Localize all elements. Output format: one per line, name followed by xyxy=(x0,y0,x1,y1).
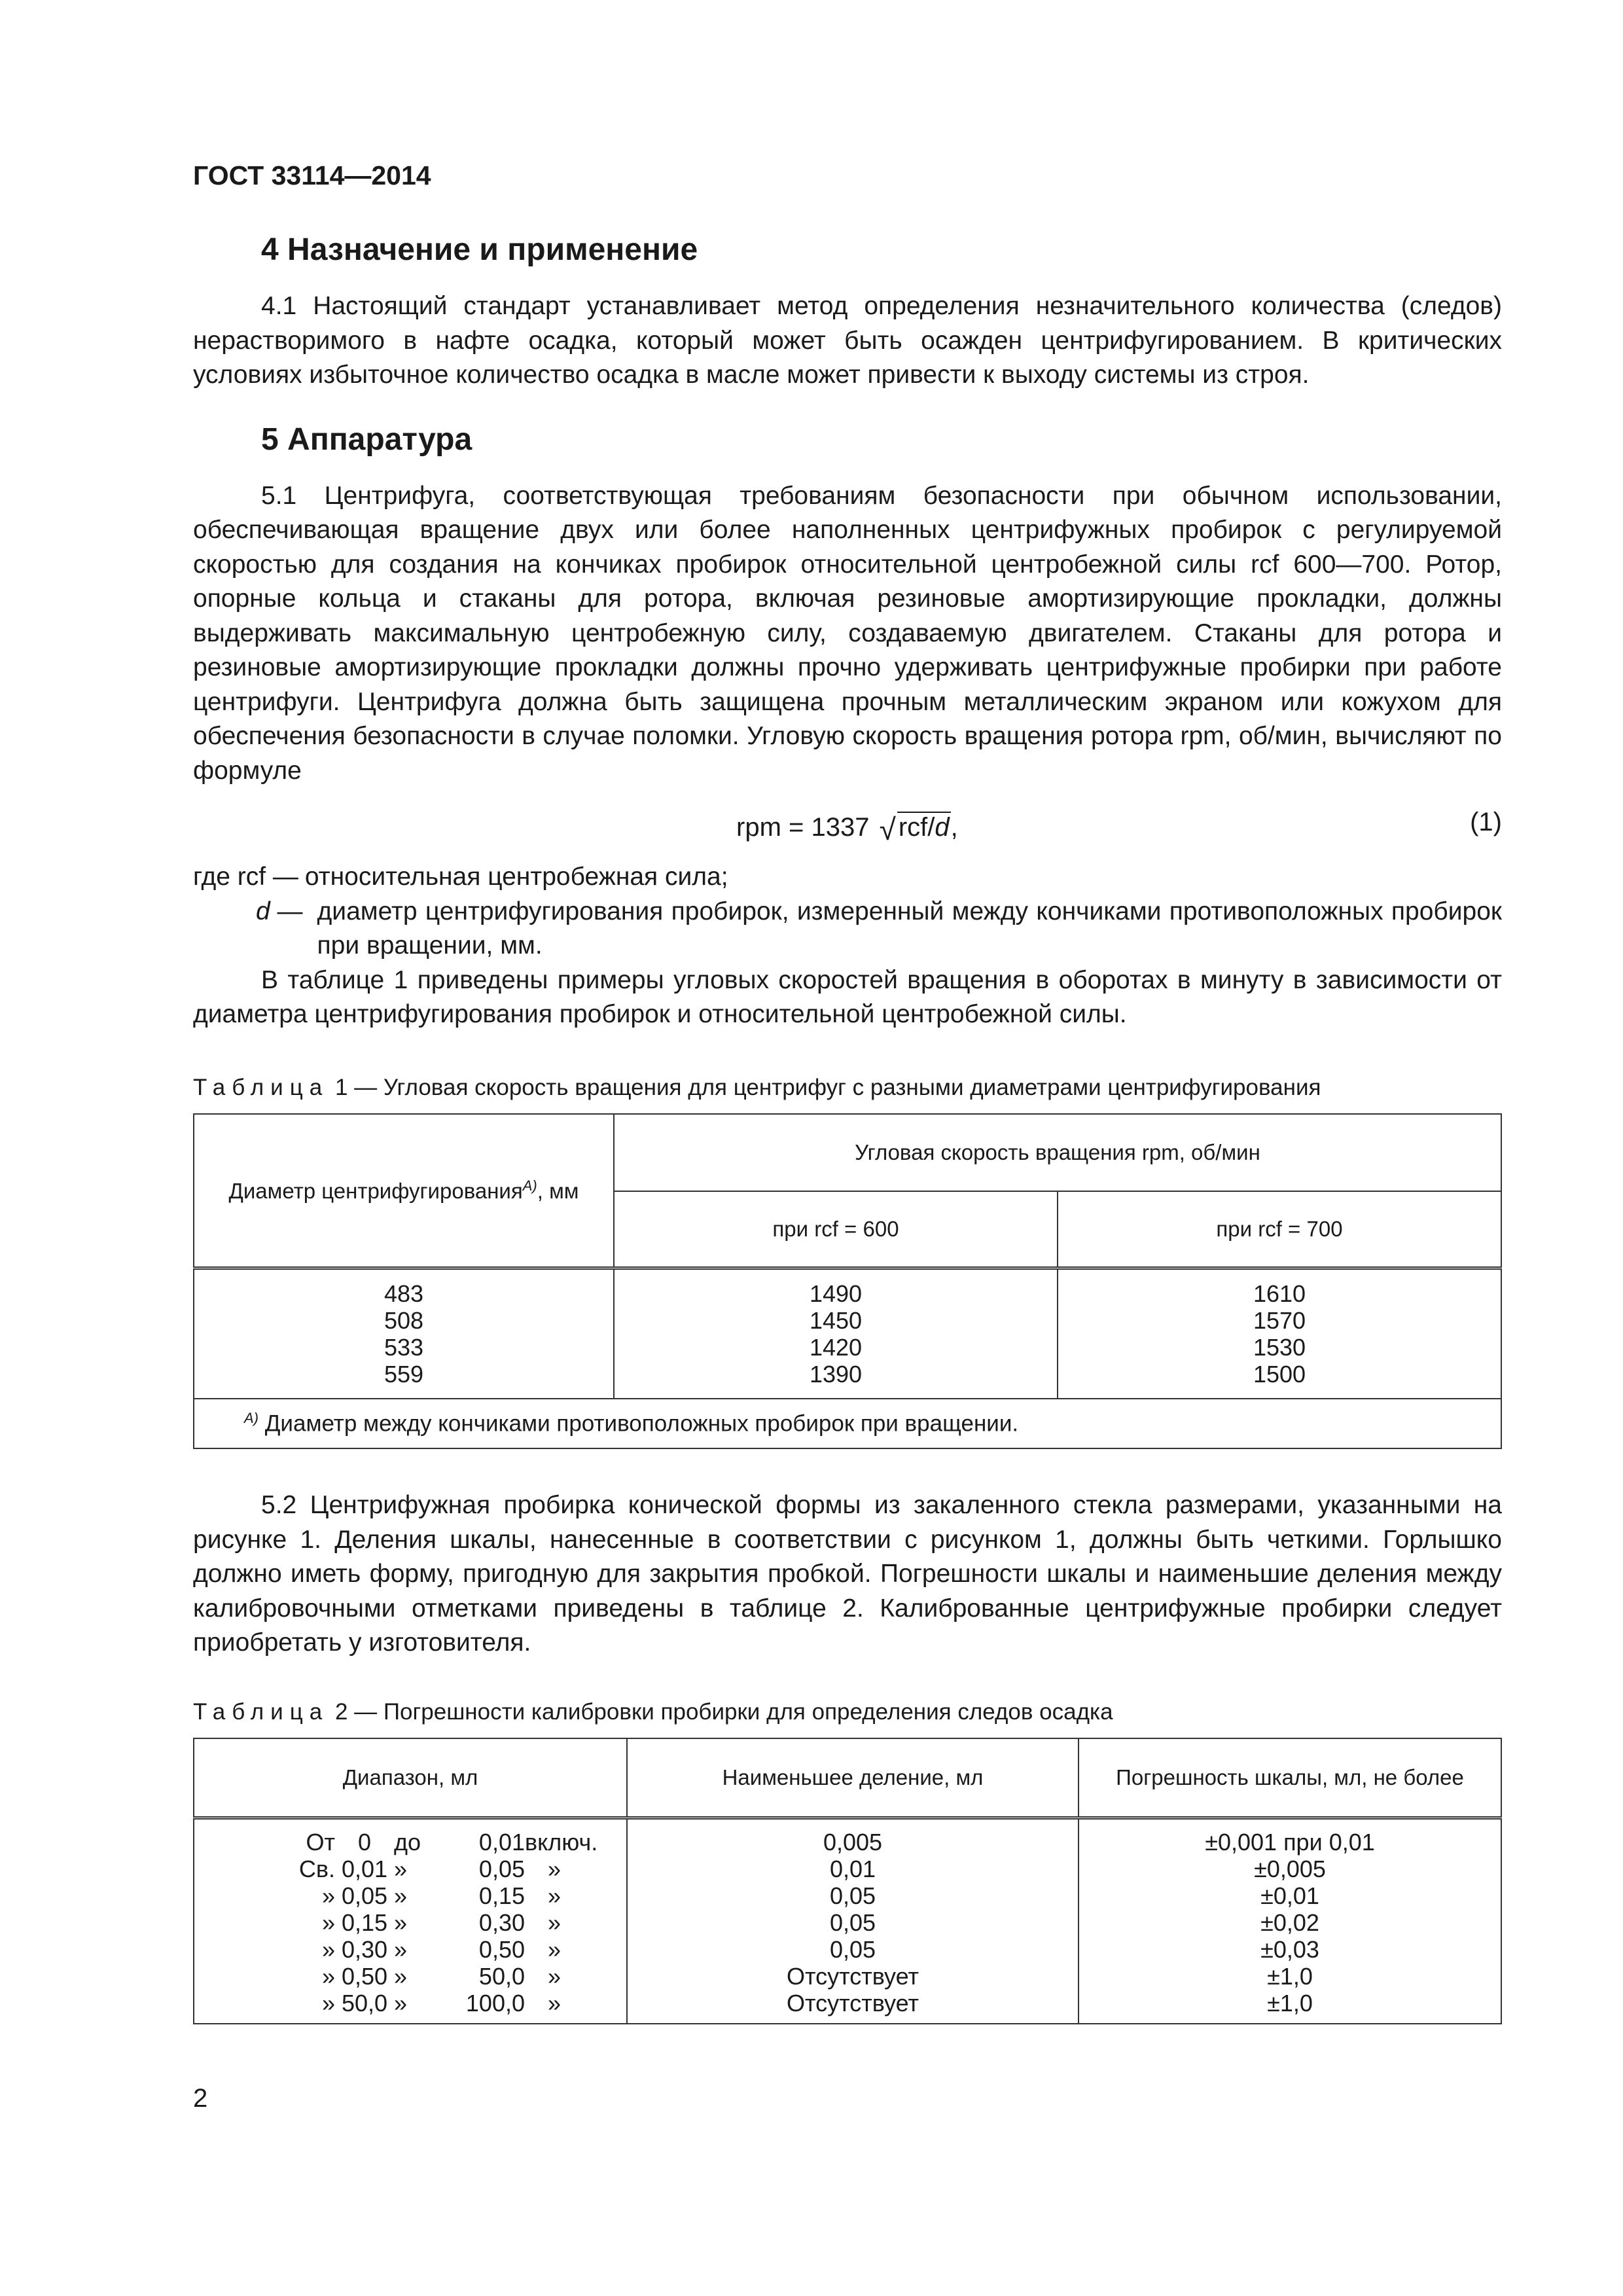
table1-col-rcf600: 1490 1450 1420 1390 xyxy=(614,1268,1058,1399)
paragraph-4-1: 4.1 Настоящий стандарт устанавливает метод определения незначительного количества (следов) нерастворимого в нафте осадка, который может быть осажден центрифугированием. В критических условиях избыточное количество осадка в масле может привести к выходу системы из строя. xyxy=(193,292,1502,389)
sqrt-symbol: √ xyxy=(879,812,896,846)
table1-col-rcf700: 1610 1570 1530 1500 xyxy=(1058,1268,1501,1399)
table2-range-line: » 0,50 » 50,0 » xyxy=(321,1962,562,1990)
document-id: ГОСТ 33114—2014 xyxy=(193,160,431,190)
legend-item-d: d — диаметр центрифугирования пробирок, измеренный между кончиками противоположных пробирок при вращении, мм. xyxy=(256,897,1502,960)
table1-header-rcf600: при rcf = 600 xyxy=(614,1191,1058,1268)
document-page xyxy=(193,157,1502,2024)
table1-header-group: Угловая скорость вращения rpm, об/мин xyxy=(614,1114,1501,1191)
table2-range-line: » 0,15 » 0,30 » xyxy=(321,1909,562,1936)
table1-header-diameter: Диаметр центрифугирования$^{A)}$, мм xyxy=(194,1114,614,1268)
table2-range-line: » 0,05 » 0,15 » xyxy=(321,1882,562,1909)
table2-range-line: От 0 до 0,01 включ. xyxy=(306,1828,598,1856)
table2-range-line: » 0,30 » 0,50 » xyxy=(321,1935,562,1963)
page-number: 2 xyxy=(193,2084,208,2113)
table2-col-range xyxy=(194,1818,627,2024)
section-5-title: 5 Аппаратура xyxy=(261,422,473,457)
table1-footnote: $^{A)}$ Диаметр между кончиками противоположных пробирок при вращении. xyxy=(194,1399,1501,1448)
table-1 xyxy=(193,1113,1502,1450)
formula-1 xyxy=(193,795,1502,853)
table2-caption: Таблица 2 — Погрешности калибровки пробирки для определения следов осадка xyxy=(193,1698,1113,1725)
table2-range-line: Св. 0,01 » 0,05 » xyxy=(298,1855,562,1882)
formula-lhs: rpm = 1337 xyxy=(736,813,870,842)
paragraph-5-1: 5.1 Центрифуга, соответствующая требованиям безопасности при обычном использовании, обеспечивающая вращение двух или более наполненных центрифужных пробирок с регулируемой скоростью для создания на кончиках пробирок относительной центробежной силы rcf 600—700. Ротор, опорные кольца и стаканы для ротора, включая резиновые амортизирующие прокладки, должны выдерживать максимальную центробежную силу, создаваемую двигателем. Стаканы для ротора и резиновые амортизирующие прокладки должны прочно удерживать центрифужные пробирки при работе центрифуги. Центрифуга должна быть защищена прочным металлическим экраном или кожухом для обеспечения безопасности в случае поломки. Угловую скорость вращения ротора rpm, об/мин, вычисляют по формуле xyxy=(193,481,1502,785)
formula-radicand: rcf/d xyxy=(898,813,950,842)
legend-item-rcf: где rcf — относительная центробежная сила; xyxy=(193,863,728,891)
table2-header-error: Погрешность шкалы, мл, не более xyxy=(1079,1738,1501,1818)
table1-caption: Таблица 1 — Угловая скорость вращения для центрифуг с разными диаметрами центрифугирования xyxy=(193,1074,1321,1100)
table2-col-error: ±0,001 при 0,01 ±0,005 ±0,01 ±0,02 ±0,03 ±1,0 ±1,0 xyxy=(1079,1818,1501,2024)
table1-col-diameter: 483 508 533 559 xyxy=(194,1268,614,1399)
table2-header-division: Наименьшее деление, мл xyxy=(627,1738,1079,1818)
paragraph-5-2: 5.2 Центрифужная пробирка конической формы из закаленного стекла размерами, указанными на рисунке 1. Деления шкалы, нанесенные в соответствии с рисунком 1, должны быть четкими. Горлышко должно иметь форму, пригодную для закрытия пробкой. Погрешности шкалы и наименьшие деления между калибровочными отметками приведены в таблице 2. Калиброванные центрифужные пробирки следует приобретать у изготовителя. xyxy=(193,1491,1502,1657)
section-4-title: 4 Назначение и применение xyxy=(261,232,698,267)
table2-header-range: Диапазон, мл xyxy=(194,1738,627,1818)
table-2 xyxy=(193,1738,1502,2024)
table1-header-rcf700: при rcf = 700 xyxy=(1058,1191,1501,1268)
table2-col-division: 0,005 0,01 0,05 0,05 0,05 Отсутствует Отсутствует xyxy=(627,1818,1079,2024)
formula-number: (1) xyxy=(1470,808,1502,836)
table2-range-line: » 50,0 » 100,0 » xyxy=(321,1989,562,2017)
formula-expression: rpm = 1337 √ rcf/d, xyxy=(736,812,958,846)
formula-legend xyxy=(193,860,1502,963)
paragraph-table1-intro: В таблице 1 приведены примеры угловых скоростей вращения в оборотах в минуту в зависимости от диаметра центрифугирования пробирок и относительной центробежной силы. xyxy=(193,965,1502,1028)
